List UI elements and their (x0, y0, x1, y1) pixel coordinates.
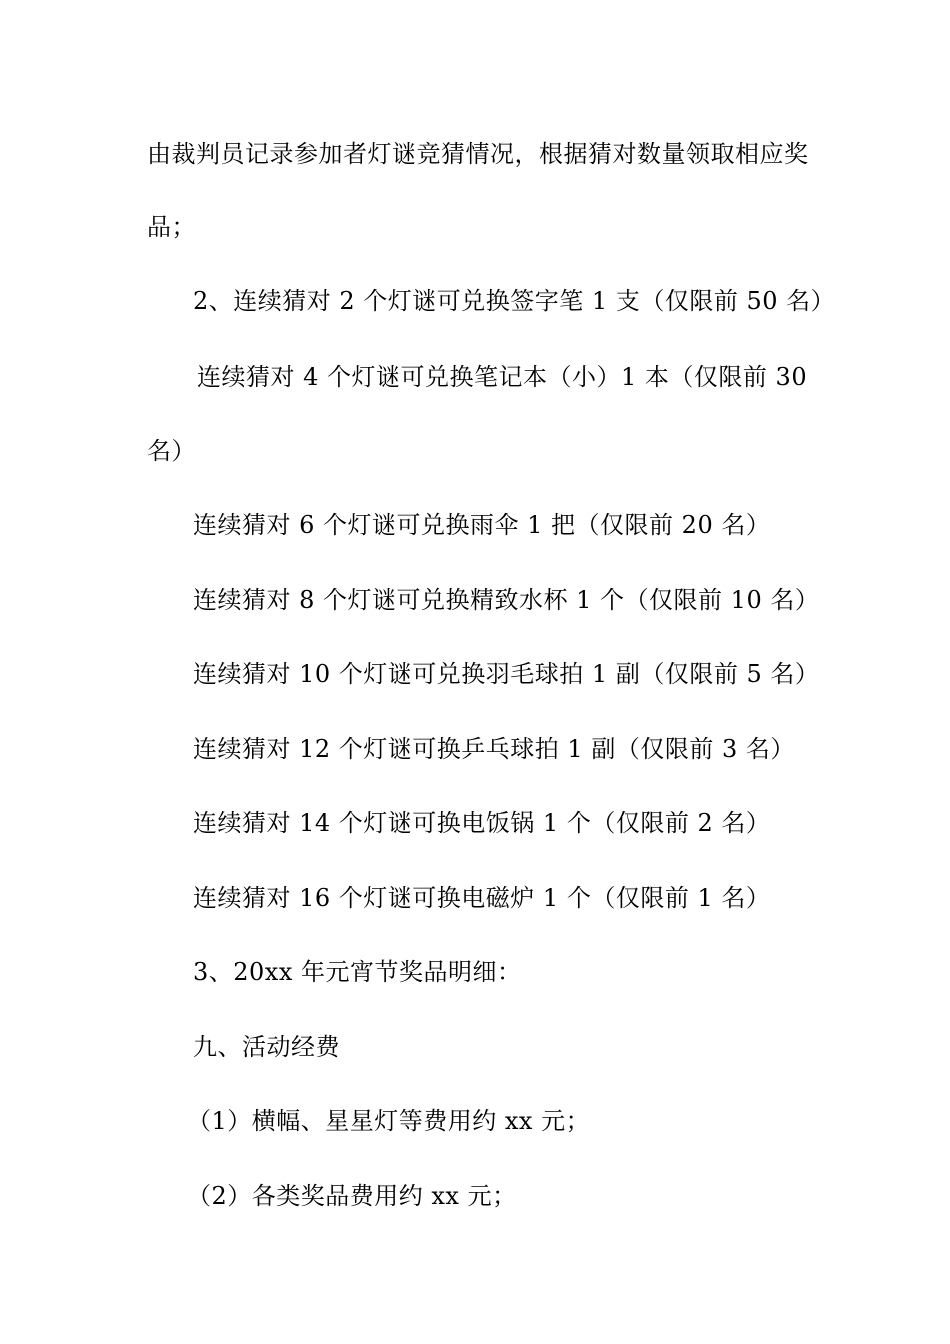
prize-rule-line-12: 连续猜对 12 个灯谜可换乒乓球拍 1 副（仅限前 3 名） (193, 735, 795, 763)
funding-item-1: （1）横幅、星星灯等费用约 xx 元； (187, 1107, 591, 1135)
prize-rule-line-14: 连续猜对 14 个灯谜可换电饭锅 1 个（仅限前 2 名） (193, 809, 771, 837)
prize-detail-heading: 3、20xx 年元宵节奖品明细： (193, 958, 522, 986)
prize-rule-line-10: 连续猜对 10 个灯谜可兑换羽毛球拍 1 副（仅限前 5 名） (193, 660, 820, 688)
funding-item-2: （2）各类奖品费用约 xx 元； (187, 1182, 517, 1210)
prize-rule-line-2: 2、连续猜对 2 个灯谜可兑换签字笔 1 支（仅限前 50 名） (193, 287, 836, 315)
paragraph-line-1: 由裁判员记录参加者灯谜竞猜情况，根据猜对数量领取相应奖 (147, 140, 809, 168)
section-heading-funding: 九、活动经费 (193, 1033, 340, 1061)
paragraph-line-2: 品； (147, 213, 196, 241)
prize-rule-line-8: 连续猜对 8 个灯谜可兑换精致水杯 1 个（仅限前 10 名） (193, 586, 820, 614)
prize-rule-line-4: 连续猜对 4 个灯谜可兑换笔记本（小）1 本（仅限前 30 (197, 363, 808, 391)
prize-rule-line-4-cont: 名） (147, 437, 196, 465)
prize-rule-line-16: 连续猜对 16 个灯谜可换电磁炉 1 个（仅限前 1 名） (193, 884, 771, 912)
prize-rule-line-6: 连续猜对 6 个灯谜可兑换雨伞 1 把（仅限前 20 名） (193, 511, 771, 539)
